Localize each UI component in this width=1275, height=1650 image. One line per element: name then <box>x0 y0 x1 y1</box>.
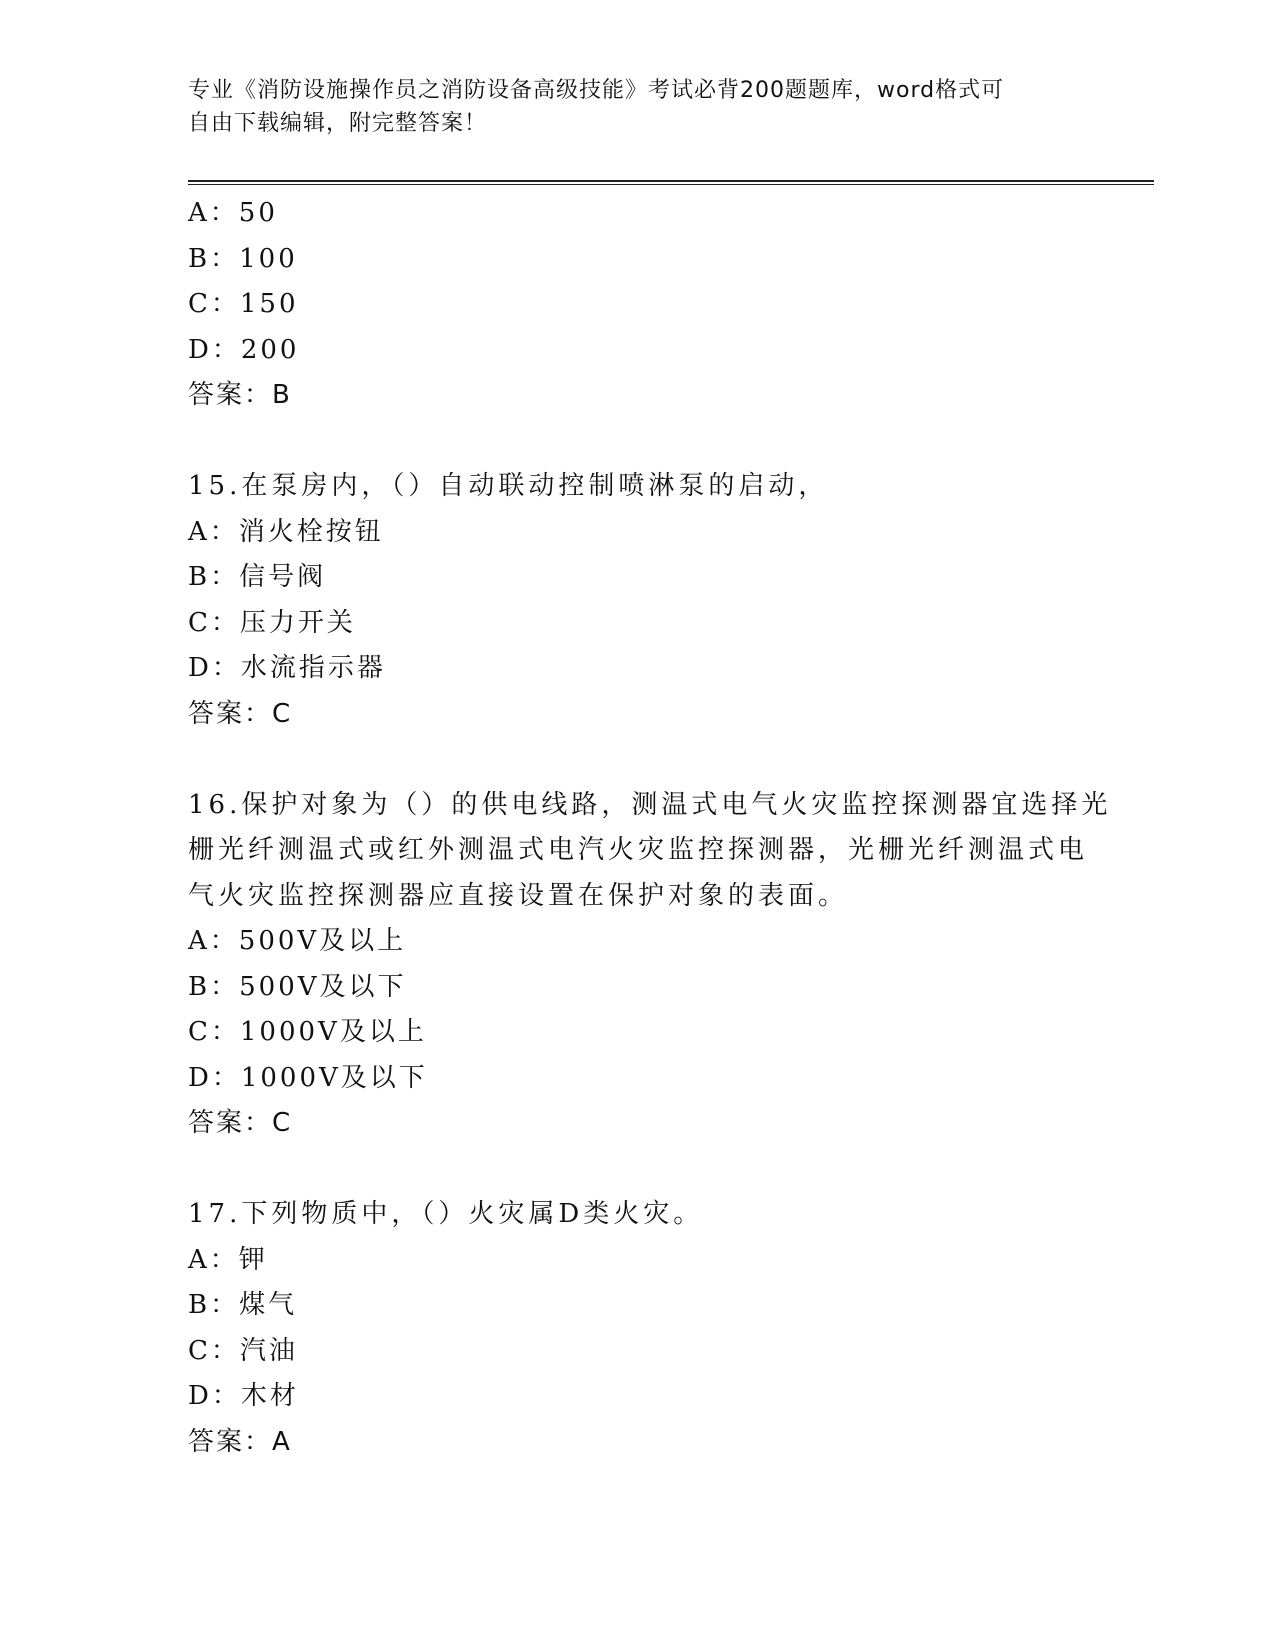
question-17 <box>188 1192 1088 1465</box>
question-stem-line-2: 栅光纤测温式或红外测温式电汽火灾监控探测器，光栅光纤测温式电 <box>188 835 1089 865</box>
question-stem: 17.下列物质中，（）火灾属D类火灾。 <box>188 1199 704 1229</box>
spacer <box>188 1147 1088 1193</box>
header-divider-thin <box>188 184 1154 185</box>
header-divider-thick <box>188 180 1154 182</box>
answer-line: 答案：C <box>188 698 293 729</box>
option-b: B：煤气 <box>188 1290 298 1320</box>
header-title-line-2: 自由下载编辑，附完整答案！ <box>188 111 488 136</box>
question-15 <box>188 464 1088 737</box>
spacer <box>188 419 1088 465</box>
answer-line: 答案：A <box>188 1426 292 1457</box>
question-list <box>188 191 1112 1465</box>
option-d: D：1000V及以下 <box>188 1062 428 1093</box>
option-c: C：汽油 <box>188 1335 298 1366</box>
option-b: B：100 <box>188 243 298 274</box>
document-header <box>188 74 1068 140</box>
header-title-line-1: 专业《消防设施操作员之消防设备高级技能》考试必背200题题库，word格式可 <box>188 78 1005 103</box>
option-d: D：200 <box>188 334 300 365</box>
option-d: D：水流指示器 <box>188 653 386 683</box>
option-c: C：1000V及以上 <box>188 1017 427 1047</box>
option-b: B：信号阀 <box>188 562 327 592</box>
option-c: C：150 <box>188 289 299 319</box>
answer-line: 答案：C <box>188 1108 293 1138</box>
option-a: A：50 <box>188 198 278 228</box>
spacer <box>188 737 1088 783</box>
option-b: B：500V及以下 <box>188 971 407 1002</box>
option-a: A：钾 <box>188 1244 268 1275</box>
option-a: A：500V及以上 <box>188 926 407 956</box>
option-a: A：消火栓按钮 <box>188 516 384 547</box>
option-c: C：压力开关 <box>188 607 356 638</box>
question-stem-line-1: 16.保护对象为（）的供电线路，测温式电气火灾监控探测器宜选择光 <box>188 789 1112 820</box>
question-16 <box>188 783 1112 1147</box>
answer-line: 答案：B <box>188 380 292 410</box>
question-14-continuation <box>188 191 1088 419</box>
question-stem: 15.在泵房内，（）自动联动控制喷淋泵的启动， <box>188 471 829 501</box>
option-d: D：木材 <box>188 1381 299 1411</box>
question-stem-line-3: 气火灾监控探测器应直接设置在保护对象的表面。 <box>188 880 849 911</box>
